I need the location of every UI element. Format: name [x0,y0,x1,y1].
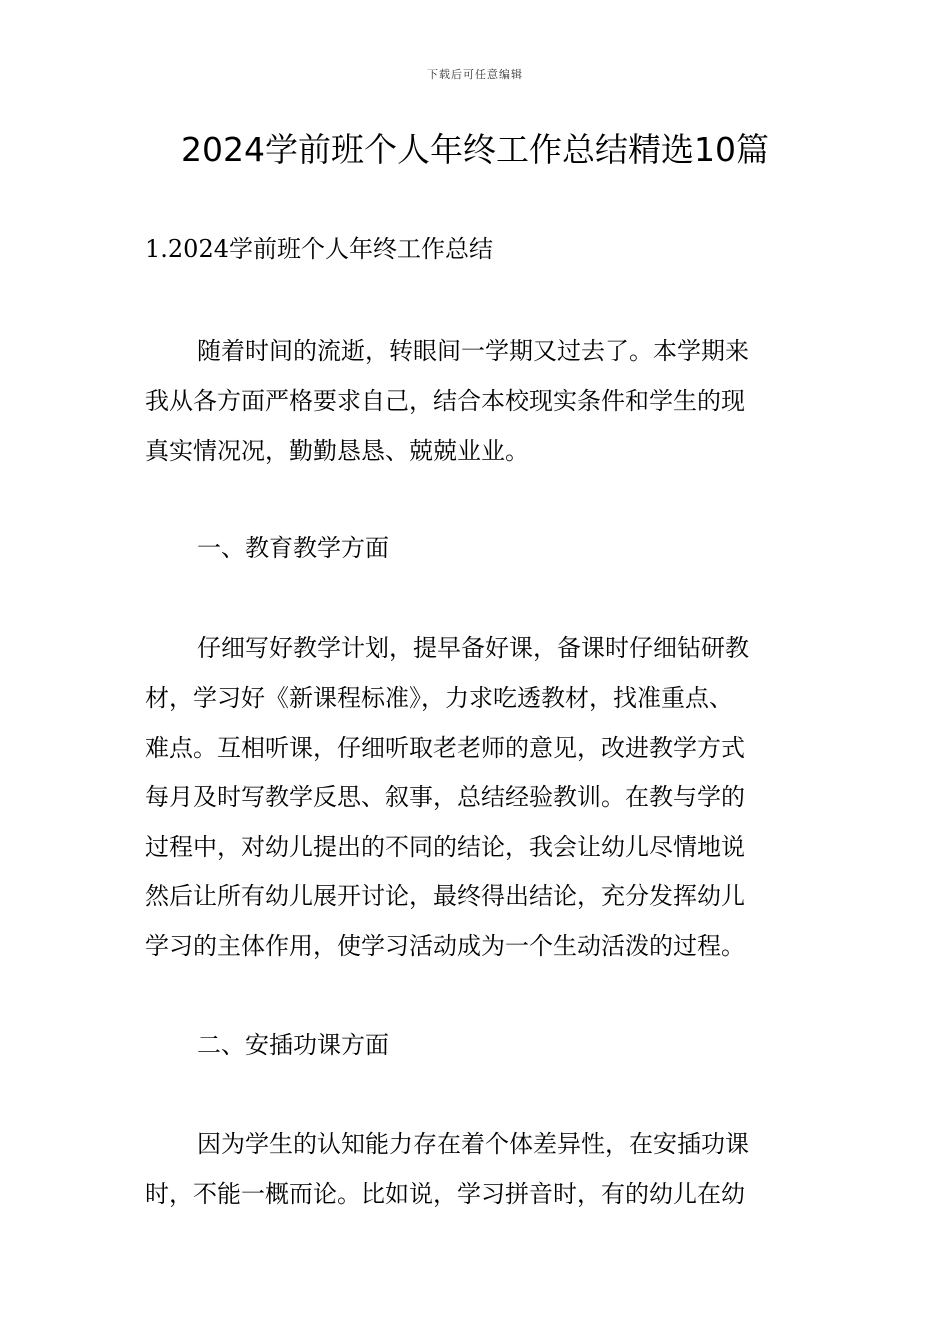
section1-line-5: 过程中，对幼儿提出的不同的结论，我会让幼儿尽情地说 [145,833,745,861]
section2-line-1: 因为学生的认知能力存在着个体差异性，在安插功课 [197,1130,749,1158]
section1-line-7: 学习的主体作用，使学习活动成为一个生动活泼的过程。 [145,932,745,960]
section1-line-6: 然后让所有幼儿展开讨论，最终得出结论，充分发挥幼儿 [145,882,745,910]
intro-line-2: 我从各方面严格要求自己，结合本校现实条件和学生的现 [145,387,745,415]
section2-line-2: 时，不能一概而论。比如说，学习拼音时，有的幼儿在幼 [145,1180,745,1208]
intro-line-1: 随着时间的流逝，转眼间一学期又过去了。本学期来 [197,337,749,365]
section1-line-2: 材，学习好《新课程标准》，力求吃透教材，找准重点、 [145,684,733,712]
section2-heading: 二、安插功课方面 [197,1031,389,1059]
section1-line-3: 难点。互相听课，仔细听取老老师的意见，改进教学方式 [145,734,745,762]
header-note: 下载后可任意编辑 [427,68,523,81]
section1-heading: 一、教育教学方面 [197,534,389,562]
section1-line-1: 仔细写好教学计划，提早备好课，备课时仔细钻研教 [197,634,749,662]
document-title: 2024学前班个人年终工作总结精选10篇 [181,130,769,169]
subtitle: 1.2024学前班个人年终工作总结 [145,235,493,263]
section1-line-4: 每月及时写教学反思、叙事，总结经验教训。在教与学的 [145,783,745,811]
intro-line-3: 真实情况况，勤勤恳恳、兢兢业业。 [145,437,529,465]
